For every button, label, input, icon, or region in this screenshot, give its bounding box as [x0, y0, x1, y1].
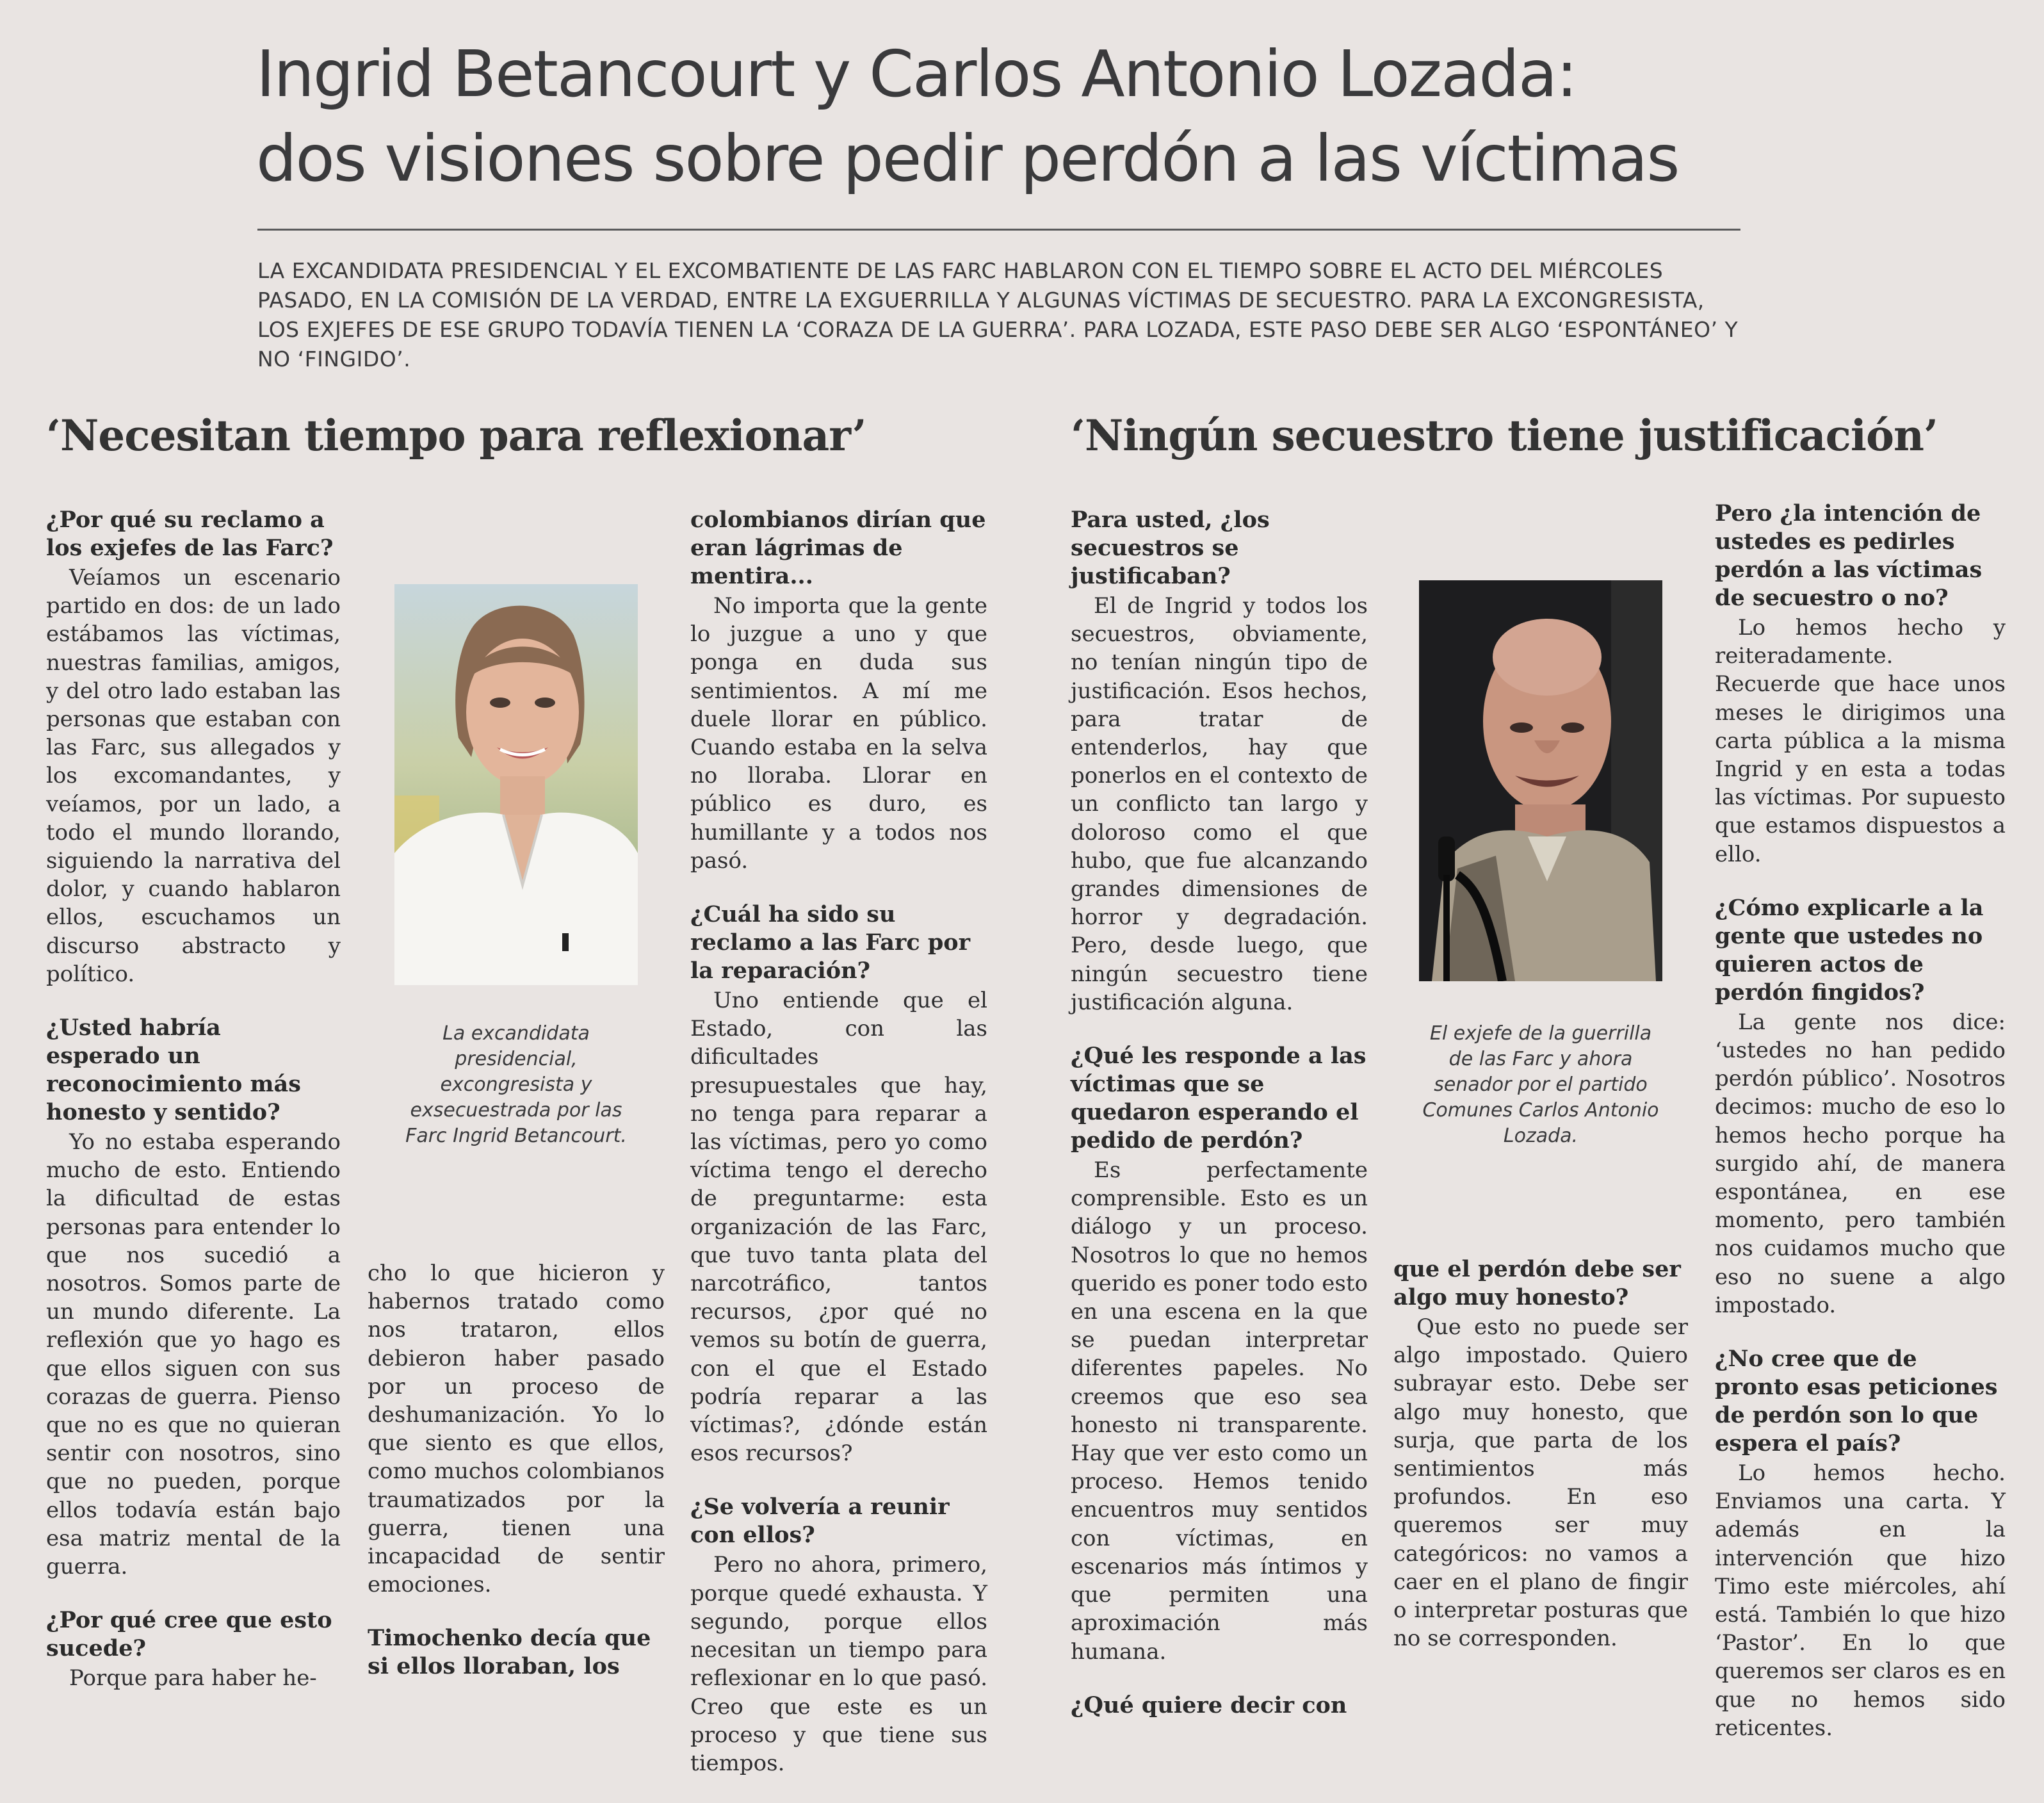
interview-question: ¿Usted habría esperado un reconocimiento más honesto y sentido?: [46, 1015, 301, 1126]
headline-divider: [257, 229, 1740, 231]
answer-paragraph: Lo hemos hecho. Enviamos una carta. Y además en la intervención que hizo Timo este miércoles, ahí está. También lo que hizo ‘Pastor’. En lo que queremos ser claros es en que no hemos sido reticentes.: [1715, 1460, 2006, 1741]
interview-question: Timochenko decía que si ellos lloraban, los: [368, 1625, 651, 1680]
answer-paragraph: Veíamos un escenario partido en dos: de un lado estábamos las víctimas, nuestras familias, amigos, y del otro lado estaban las personas que estaban con las Farc, sus allegados y los excomandantes, y veíamos, por un lado, a todo el mundo llorando, siguiendo la narrativa del dolor, y cuando hablaron ellos, escuchamos un discurso abstracto y político.: [46, 565, 341, 987]
left-col-1: [46, 506, 341, 1718]
interview-question: Pero ¿la intención de ustedes es pedirles perdón a las víctimas de secuestro o no?: [1715, 500, 1983, 611]
answer-paragraph: El de Ingrid y todos los secuestros, obviamente, no tenían ningún tipo de justificación. Esos hechos, para tratar de entenderlos, hay que ponerlos en el contexto de un conflicto tan largo y doloroso como el que hubo, que fue alcanzando grandes dimensiones de horror y degradación. Pero, desde luego, que ningún secuestro tiene justificación alguna.: [1071, 593, 1368, 1015]
answer-paragraph: No importa que la gente lo juzgue a uno y que ponga en duda sus sentimientos. A mí me duele llorar en público. Cuando estaba en la selva no lloraba. Llorar en público es duro, es humillante y a todos nos pasó.: [690, 593, 987, 874]
answer-paragraph: Pero no ahora, primero, porque quedé exhausta. Y segundo, porque ellos necesitan un tiempo para reflexionar en lo que pasó. Creo que este es un proceso y que tiene sus tiempos.: [690, 1552, 987, 1776]
interview-question: ¿Cómo explicarle a la gente que ustedes no quieren actos de perdón fingidos?: [1715, 894, 1984, 1006]
ingrid-betancourt-photo: [394, 584, 638, 985]
right-col-3: [1715, 500, 2006, 1768]
carlos-antonio-lozada-photo: [1419, 580, 1662, 981]
answer-paragraph-continued: cho lo que hicieron y habernos tratado como nos trataron, ellos debieron haber pasado por un proceso de deshumanización. Yo lo que siento es que ellos, como muchos colombianos traumatizados por la guerra, tienen una incapacidad de sentir emociones.: [368, 1260, 665, 1598]
answer-paragraph: Lo hemos hecho y reiteradamente. Recuerde que hace unos meses le dirigimos una carta pública a la misma Ingrid y en esta a todas las víctimas. Por supuesto que estamos dispuestos a ello.: [1715, 615, 2006, 867]
answer-paragraph: Uno entiende que el Estado, con las dificultades presupuestales que hay, no tenga para reparar a las víctimas, pero yo como víctima tengo el derecho de preguntarme: esta organización de las Farc, que tuvo tanta plata del narcotráfico, tantos recursos, ¿por qué no vemos su botín de guerra, con el que el Estado podría reparar a las víctimas?, ¿dónde están esos recursos?: [690, 988, 987, 1467]
interview-question: ¿Se volvería a reunir con ellos?: [690, 1494, 950, 1549]
right-col-1: [1071, 506, 1368, 1721]
interview-question: colombianos dirían que eran lágrimas de mentira...: [690, 507, 986, 589]
interview-question: que el perdón debe ser algo muy honesto?: [1393, 1256, 1681, 1310]
headline: [256, 32, 1793, 201]
interview-question: ¿Qué les responde a las víctimas que se quedaron esperando el pedido de perdón?: [1071, 1043, 1367, 1154]
headline-line-2: dos visiones sobre pedir perdón a las víctimas: [256, 121, 1679, 196]
interview-question: ¿Cuál ha sido su reclamo a las Farc por la reparación?: [690, 901, 971, 984]
interview-question: ¿No cree que de pronto esas peticiones de perdón son lo que espera el país?: [1715, 1346, 1998, 1457]
left-story-title: ‘Necesitan tiempo para reflexionar’: [46, 411, 866, 461]
left-col-3: [690, 506, 987, 1803]
answer-paragraph: Que esto no puede ser algo impostado. Quiero subrayar esto. Debe ser algo muy honesto, que surja, que parta de los sentimientos más profundos. En eso queremos ser muy categóricos: no vamos a caer en el plano de fingir o interpretar posturas que no se corresponden.: [1393, 1314, 1688, 1652]
answer-paragraph: Yo no estaba esperando mucho de esto. Entiendo la dificultad de estas personas para entender lo que nos sucedió a nosotros. Somos parte de un mundo diferente. La reflexión que yo hago es que ellos siguen con sus corazas de guerra. Pienso que no es que no quieran sentir con nosotros, sino que no pueden, porque ellos todavía están bajo esa matriz mental de la guerra.: [46, 1129, 341, 1580]
interview-question: ¿Por qué su reclamo a los exjefes de las Farc?: [46, 507, 334, 561]
lead-paragraph: LA EXCANDIDATA PRESIDENCIAL Y EL EXCOMBATIENTE DE LAS FARC HABLARON CON EL TIEMPO SOBRE EL ACTO DEL MIÉRCOLES PASADO, EN LA COMISIÓN DE LA VERDAD, ENTRE LA EXGUERRILLA Y ALGUNAS VÍCTIMAS DE SECUESTRO. PARA LA EXCONGRESISTA, LOS EXJEFES DE ESE GRUPO TODAVÍA TIENEN LA ‘CORAZA DE LA GUERRA’. PARA LOZADA, ESTE PASO DEBE SER ALGO ‘ESPONTÁNEO’ Y NO ‘FINGIDO’.: [257, 258, 1739, 371]
right-col-2: [1393, 1255, 1688, 1678]
right-story-title: ‘Ningún secuestro tiene justificación’: [1071, 411, 1938, 461]
left-col-2: [368, 1259, 665, 1682]
headline-line-1: Ingrid Betancourt y Carlos Antonio Lozada:: [256, 37, 1577, 111]
answer-paragraph: Es perfectamente comprensible. Esto es un diálogo y un proceso. Nosotros lo que no hemos querido es poner todo esto en una escena en la que se puedan interpretar diferentes papeles. No creemos que eso sea honesto ni transparente. Hay que ver esto como un proceso. Hemos tenido encuentros muy sentidos con víctimas, en escenarios más íntimos y que permiten una aproximación más humana.: [1071, 1157, 1368, 1665]
ingrid-photo-caption: La excandidata presidencial, excongresista y exsecuestrada por las Farc Ingrid Betancourt.: [405, 1022, 627, 1147]
interview-question: ¿Qué quiere decir con: [1071, 1692, 1347, 1718]
interview-question: ¿Por qué cree que esto sucede?: [46, 1607, 332, 1662]
lozada-photo-caption: El exjefe de la guerrilla de las Farc y ahora senador por el partido Comunes Carlos Antonio Lozada.: [1422, 1022, 1659, 1147]
interview-question: Para usted, ¿los secuestros se justificaban?: [1071, 507, 1270, 589]
answer-paragraph: La gente nos dice: ‘ustedes no han pedido perdón público’. Nosotros decimos: mucho de eso lo hemos hecho porque ha surgido ahí, de manera espontánea, en ese momento, pero también nos cuidamos mucho que eso no suene a algo impostado.: [1715, 1009, 2006, 1318]
answer-paragraph: Porque para haber he-: [69, 1665, 317, 1692]
